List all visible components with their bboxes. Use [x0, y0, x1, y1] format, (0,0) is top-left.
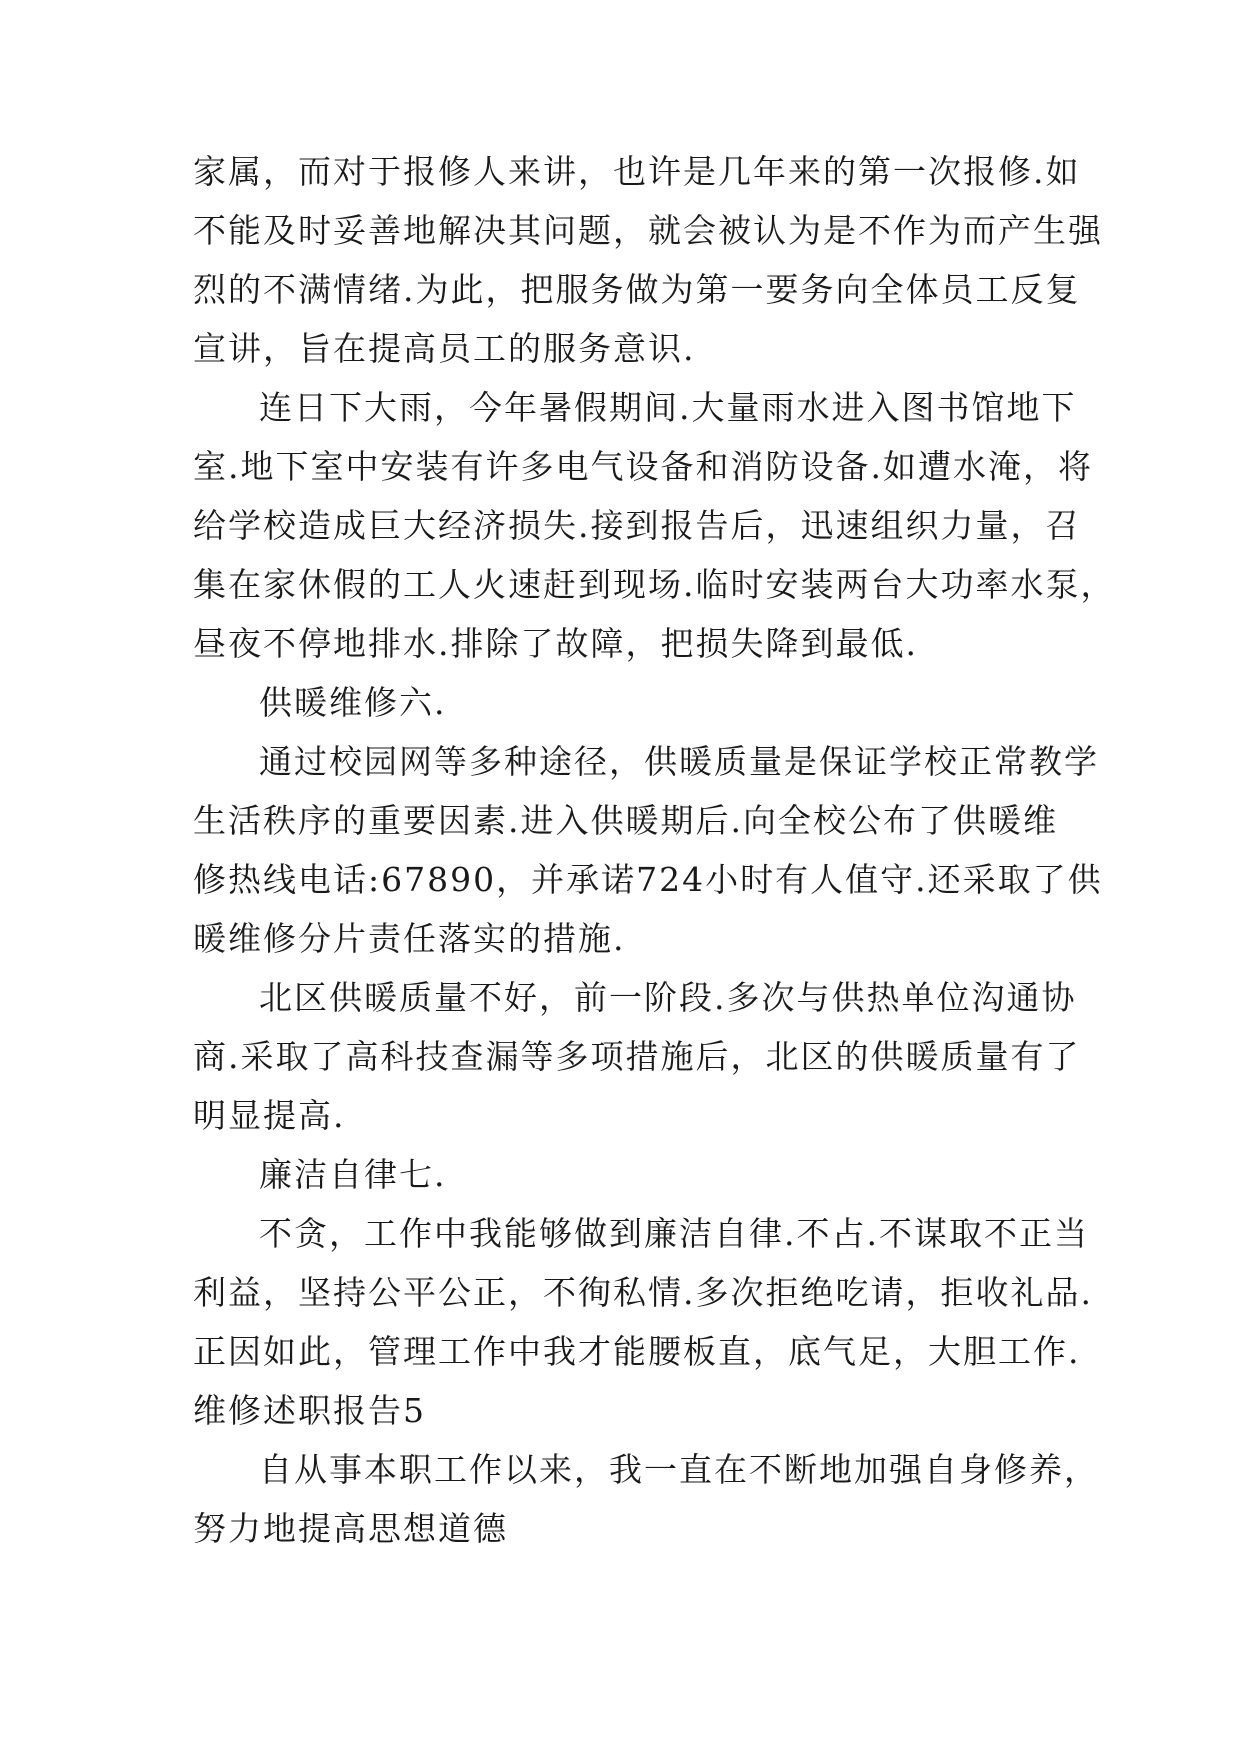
text-line: 宣讲，旨在提高员工的服务意识.: [193, 329, 696, 368]
text-line: 昼夜不停地排水.排除了故障，把损失降到最低.: [193, 624, 918, 663]
text-line: 北区供暖质量不好，前一阶段.多次与供热单位沟通协: [259, 978, 1077, 1017]
text-line: 给学校造成巨大经济损失.接到报告后，迅速组织力量，召: [193, 506, 1081, 545]
section-heading: [193, 1145, 1063, 1204]
paragraph: [193, 1440, 1099, 1558]
report-title-text: 维修述职报告5: [193, 1391, 426, 1430]
paragraph: [193, 968, 1081, 1145]
text-line: 自从事本职工作以来，我一直在不断地加强自身修养，: [259, 1450, 1099, 1489]
text-line: 利益，坚持公平公正，不徇私情.多次拒绝吃请，拒收礼品.: [193, 1273, 1093, 1312]
text-line: 努力地提高思想道德: [193, 1509, 508, 1548]
text-line: 暖维修分片责任落实的措施.: [193, 919, 626, 958]
text-line: 不贪，工作中我能够做到廉洁自律.不占.不谋取不正当: [259, 1214, 1089, 1253]
text-line: 家属，而对于报修人来讲，也许是几年来的第一次报修.如: [193, 152, 1081, 191]
text-line: 正因如此，管理工作中我才能腰板直，底气足，大胆工作.: [193, 1332, 1081, 1371]
text-line: 不能及时妥善地解决其问题，就会被认为是不作为而产生强: [193, 211, 1103, 250]
text-line: 修热线电话:67890，并承诺724小时有人值守.还采取了供: [193, 860, 1103, 899]
paragraph: [193, 142, 1103, 378]
paragraph: [193, 1204, 1093, 1381]
text-line: 通过校园网等多种途径，供暖质量是保证学校正常教学: [259, 742, 1099, 781]
text-line: 连日下大雨，今年暑假期间.大量雨水进入图书馆地下: [259, 388, 1077, 427]
text-line: 商.采取了高科技查漏等多项措施后，北区的供暖质量有了: [193, 1037, 1081, 1076]
text-line: 烈的不满情绪.为此，把服务做为第一要务向全体员工反复: [193, 270, 1081, 309]
text-line: 明显提高.: [193, 1096, 346, 1135]
report-title: [193, 1381, 1063, 1440]
section-heading: [193, 673, 1063, 732]
text-line: 室.地下室中安装有许多电气设备和消防设备.如遭水淹，将: [193, 447, 1093, 486]
document-body: [193, 142, 1116, 1558]
text-line: 集在家休假的工人火速赶到现场.临时安装两台大功率水泵，: [193, 565, 1116, 604]
section-heading-text: 供暖维修六.: [259, 683, 447, 722]
paragraph: [193, 732, 1103, 968]
paragraph: [193, 378, 1116, 673]
section-heading-text: 廉洁自律七.: [259, 1155, 447, 1194]
text-line: 生活秩序的重要因素.进入供暖期后.向全校公布了供暖维: [193, 801, 1058, 840]
